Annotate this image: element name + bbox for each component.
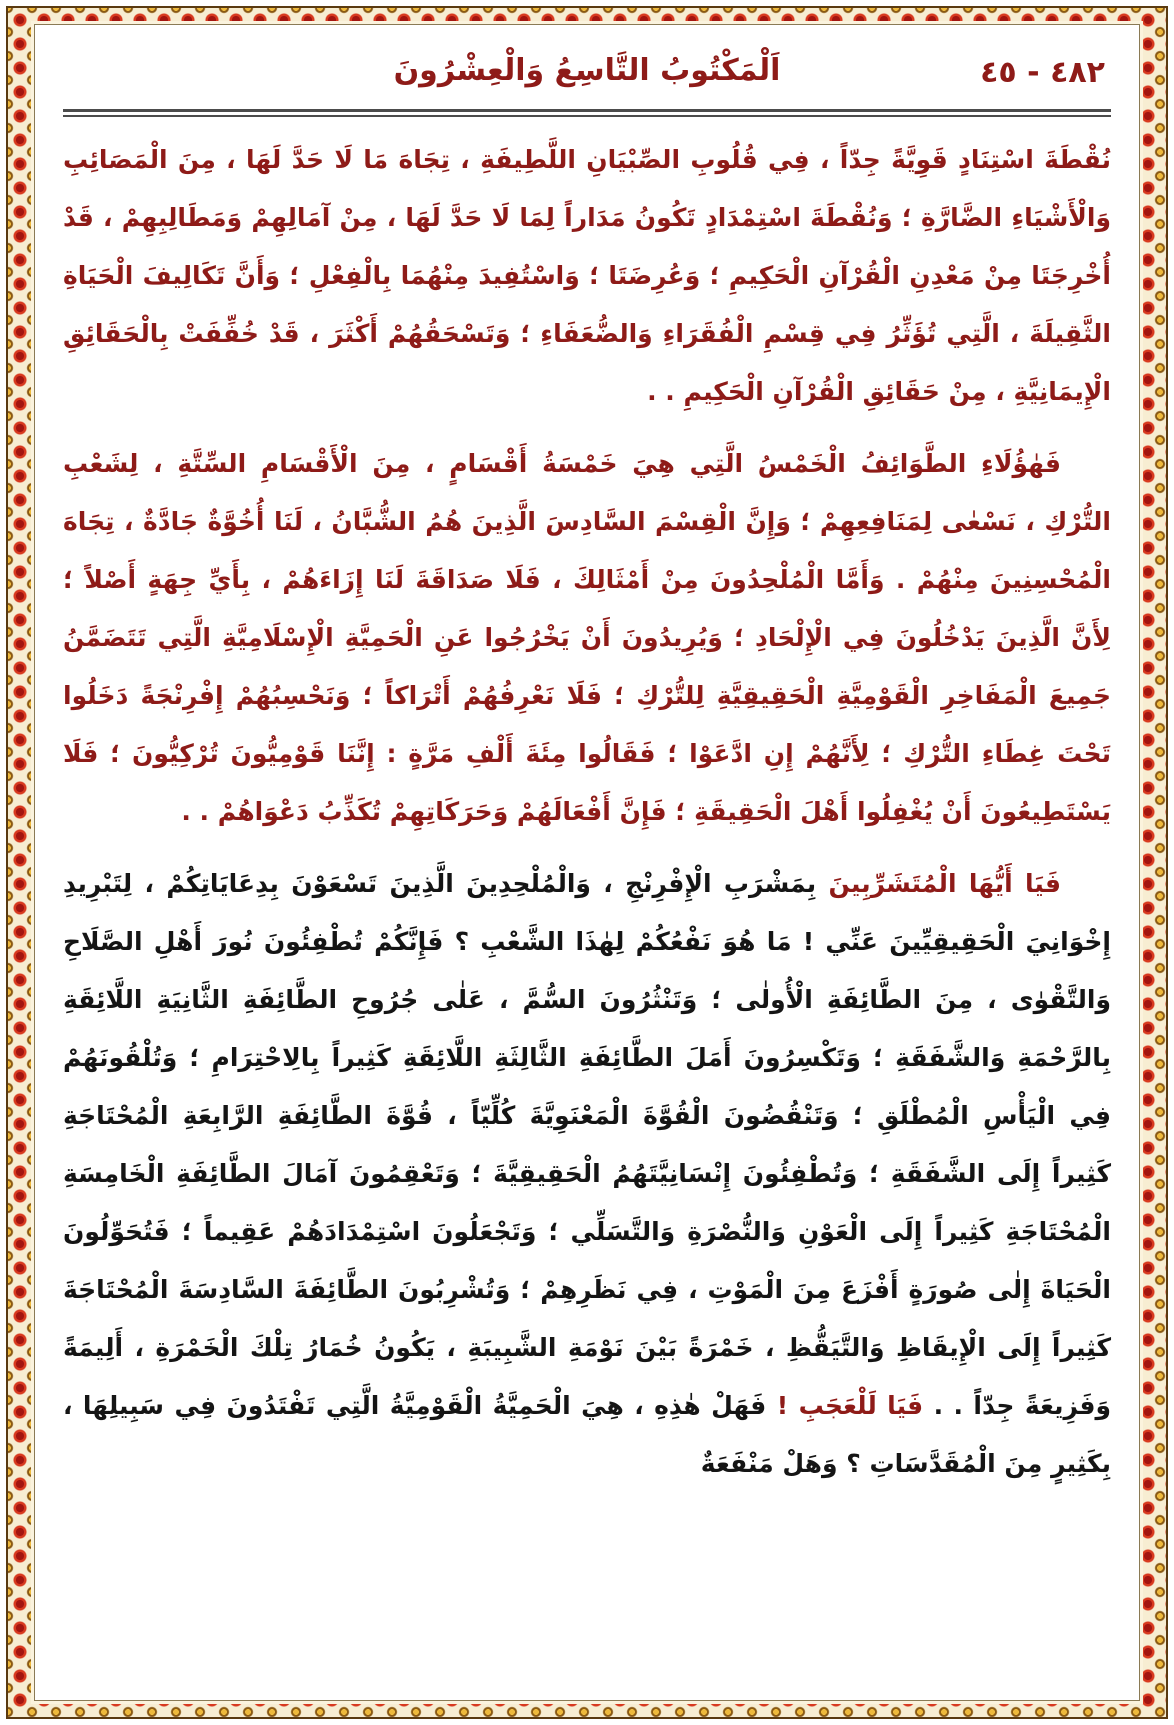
page	[34, 24, 1140, 1701]
header-divider	[63, 109, 1111, 117]
paragraph	[63, 435, 1111, 841]
text-segment-red: نُقْطَةَ اسْتِنَادٍ قَوِيَّةً جِدّاً ، فِي قُلُوبِ الصِّبْيَانِ اللَّطِيفَةِ ، تِجَاهَ مَا لَا حَدَّ لَهَا ، مِنَ الْمَصَائِبِ وَالْأَشْيَاءِ الضَّارَّةِ ؛ وَنُقْطَةَ اسْتِمْدَادٍ تَكُونُ مَدَاراً لِمَا لَا حَدَّ لَهَا ، مِنْ آمَالِهِمْ وَمَطَالِبِهِمْ ، قَدْ أُخْرِجَتَا مِنْ مَعْدِنِ الْقُرْآنِ الْحَكِيمِ ؛ وَعُرِضَتَا ؛ وَاسْتُفِيدَ مِنْهُمَا بِالْفِعْلِ ؛ وَأَنَّ تَكَالِيفَ الْحَيَاةِ الثَّقِيلَةَ ، الَّتِي تُؤَثِّرُ فِي قِسْمِ الْفُقَرَاءِ وَالضُّعَفَاءِ ؛ وَتَسْحَقُهُمْ أَكْثَرَ ، قَدْ خُفِّفَتْ بِالْحَقَائِقِ الْإِيمَانِيَّةِ ، مِنْ حَقَائِقِ الْقُرْآنِ الْحَكِيمِ . .	[63, 145, 1111, 406]
text-segment-red: فَيَا لَلْعَجَبِ !	[776, 1391, 924, 1420]
text-segment-black: بِمَشْرَبِ الْإِفْرِنْجِ ، وَالْمُلْحِدِينَ الَّذِينَ تَسْعَوْنَ بِدِعَايَاتِكُمْ ، لِتَبْرِيدِ إِخْوَانِيَ الْحَقِيقِيِّينَ عَنِّي ! مَا هُوَ نَفْعُكُمْ لِهٰذَا الشَّعْبِ ؟ فَإِنَّكُمْ تُطْفِئُونَ نُورَ أَهْلِ الصَّلَاحِ وَالتَّقْوٰى ، مِنَ الطَّائِفَةِ الْأُولٰى ؛ وَتَنْثُرُونَ السُّمَّ ، عَلٰى جُرُوحِ الطَّائِفَةِ الثَّانِيَةِ اللَّائِقَةِ بِالرَّحْمَةِ وَالشَّفَقَةِ ؛ وَتَكْسِرُونَ أَمَلَ الطَّائِفَةِ الثَّالِثَةِ اللَّائِقَةِ كَثِيراً بِالِاحْتِرَامِ ؛ وَتُلْقُونَهُمْ فِي الْيَأْسِ الْمُطْلَقِ ؛ وَتَنْقُضُونَ الْقُوَّةَ الْمَعْنَوِيَّةَ كُلِّيّاً ، قُوَّةَ الطَّائِفَةِ الرَّابِعَةِ الْمُحْتَاجَةِ كَثِيراً إِلَى الشَّفَقَةِ ؛ وَتُطْفِئُونَ إِنْسَانِيَّتَهُمُ الْحَقِيقِيَّةَ ؛ وَتَعْقِمُونَ آمَالَ الطَّائِفَةِ الْخَامِسَةِ الْمُحْتَاجَةِ كَثِيراً إِلَى الْعَوْنِ وَالنُّصْرَةِ وَالتَّسَلِّي ؛ وَتَجْعَلُونَ اسْتِمْدَادَهُمْ عَقِيماً ؛ فَتُحَوِّلُونَ الْحَيَاةَ إِلٰى صُورَةٍ أَفْزَعَ مِنَ الْمَوْتِ ، فِي نَظَرِهِمْ ؛ وَتُشْرِبُونَ الطَّائِفَةَ السَّادِسَةَ الْمُحْتَاجَةَ كَثِيراً إِلَى الْإِيقَاظِ وَالتَّيَقُّظِ ، خَمْرَةً بَيْنَ نَوْمَةِ الشَّبِيبَةِ ، يَكُونُ خُمَارُ تِلْكَ الْخَمْرَةِ ، أَلِيمَةً وَفَزِيعَةً جِدّاً . .	[63, 869, 1111, 1420]
page-content	[35, 25, 1139, 1700]
paragraph	[63, 855, 1111, 1493]
page-header	[63, 51, 1111, 103]
page-title: اَلْمَكْتُوبُ التَّاسِعُ وَالْعِشْرُونَ	[393, 53, 781, 88]
body-text	[63, 131, 1111, 1493]
page-number: ٤٨٢ - ٤٥	[980, 55, 1105, 90]
text-segment-red: فَيَا أَيُّهَا الْمُتَشَرِّبِينَ	[816, 869, 1061, 898]
paragraph	[63, 131, 1111, 421]
text-segment-black: فَهَلْ هٰذِهِ ، هِيَ الْحَمِيَّةُ الْقَوْمِيَّةُ الَّتِي تَفْتَدُونَ فِي سَبِيلِهَا ، بِكَثِيرٍ مِنَ الْمُقَدَّسَاتِ ؟ وَهَلْ مَنْفَعَةٌ	[63, 1391, 1111, 1478]
text-segment-red: فَهٰؤُلَاءِ الطَّوَائِفُ الْخَمْسُ الَّتِي هِيَ خَمْسَةُ أَقْسَامٍ ، مِنَ الْأَقْسَامِ السِّتَّةِ ، لِشَعْبِ التُّرْكِ ، نَسْعٰى لِمَنَافِعِهِمْ ؛ وَإِنَّ الْقِسْمَ السَّادِسَ الَّذِينَ هُمُ الشُّبَّانُ ، لَنَا أُخُوَّةٌ جَادَّةٌ ، تِجَاهَ الْمُحْسِنِينَ مِنْهُمْ . وَأَمَّا الْمُلْحِدُونَ مِنْ أَمْثَالِكَ ، فَلَا صَدَاقَةَ لَنَا إِزَاءَهُمْ ، بِأَيِّ جِهَةٍ أَصْلاً ؛ لِأَنَّ الَّذِينَ يَدْخُلُونَ فِي الْإِلْحَادِ ؛ وَيُرِيدُونَ أَنْ يَخْرُجُوا عَنِ الْحَمِيَّةِ الْإِسْلَامِيَّةِ الَّتِي تَتَضَمَّنُ جَمِيعَ الْمَفَاخِرِ الْقَوْمِيَّةِ الْحَقِيقِيَّةِ لِلتُّرْكِ ؛ فَلَا نَعْرِفُهُمْ أَتْرَاكاً ؛ وَنَحْسِبُهُمْ إِفْرِنْجَةً دَخَلُوا تَحْتَ غِطَاءِ التُّرْكِ ؛ لِأَنَّهُمْ إِنِ ادَّعَوْا ؛ فَقَالُوا مِئَةَ أَلْفِ مَرَّةٍ : إِنَّنَا قَوْمِيُّونَ تُرْكِيُّونَ ؛ فَلَا يَسْتَطِيعُونَ أَنْ يُغْفِلُوا أَهْلَ الْحَقِيقَةِ ؛ فَإِنَّ أَفْعَالَهُمْ وَحَرَكَاتِهِمْ تُكَذِّبُ دَعْوَاهُمْ . .	[63, 449, 1111, 826]
